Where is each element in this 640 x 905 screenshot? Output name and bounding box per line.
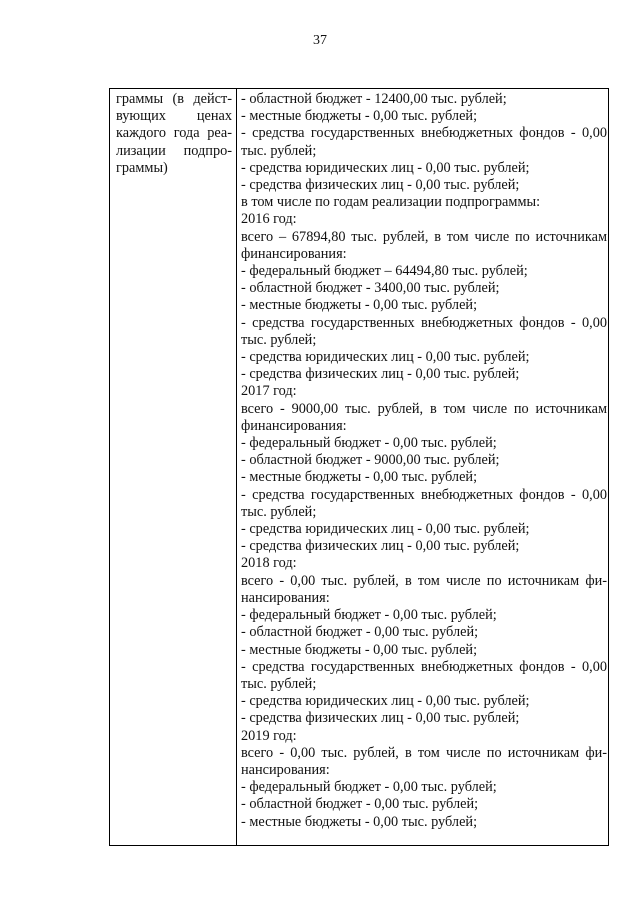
funding-line: тыс. рублей; — [241, 331, 317, 348]
funding-line: - средства государственных внебюджетных фондов - 0,00 — [241, 125, 607, 142]
funding-line: - средства юридических лиц - 0,00 тыс. рублей; — [241, 159, 530, 176]
left-cell-line — [116, 91, 232, 108]
funding-line: - областной бюджет - 0,00 тыс. рублей; — [241, 796, 479, 813]
funding-line: 2017 год: — [241, 383, 297, 400]
funding-line: всего - 0,00 тыс. рублей, в том числе по источникам фи- — [241, 572, 607, 589]
left-cell-line — [116, 143, 232, 160]
program-funding-table — [109, 88, 609, 846]
left-cell-line: граммы) — [116, 159, 168, 176]
funding-line: 2016 год: — [241, 211, 297, 228]
funding-line: - средства физических лиц - 0,00 тыс. рублей; — [241, 177, 520, 194]
left-cell-word: (в — [172, 91, 184, 107]
funding-line: - местные бюджеты - 0,00 тыс. рублей; — [241, 813, 478, 830]
funding-line: финансирования: — [241, 245, 347, 262]
funding-line: - местные бюджеты - 0,00 тыс. рублей; — [241, 469, 478, 486]
left-cell-word: года — [173, 125, 200, 142]
funding-line: всего - 9000,00 тыс. рублей, в том числе по источникам — [241, 400, 607, 417]
funding-line: в том числе по годам реализации подпрограммы: — [241, 194, 541, 211]
funding-line: - средства физических лиц - 0,00 тыс. рублей; — [241, 710, 520, 727]
funding-line: - местные бюджеты - 0,00 тыс. рублей; — [241, 297, 478, 314]
funding-line: - федеральный бюджет - 0,00 тыс. рублей; — [241, 779, 497, 796]
funding-line: - средства юридических лиц - 0,00 тыс. рублей; — [241, 349, 530, 366]
left-cell-word: подпро- — [183, 142, 232, 159]
funding-line: - средства государственных внебюджетных фондов - 0,00 — [241, 658, 607, 675]
funding-line: - федеральный бюджет – 64494,80 тыс. рублей; — [241, 263, 528, 280]
funding-line: - средства государственных внебюджетных фондов - 0,00 — [241, 486, 607, 503]
left-cell-word: граммы — [116, 91, 164, 107]
left-cell-word: ценах — [196, 108, 232, 125]
left-cell-word: лизации — [116, 142, 166, 159]
funding-line: 2018 год: — [241, 555, 297, 572]
funding-line: - областной бюджет - 12400,00 тыс. рублей; — [241, 91, 507, 107]
left-cell-word: каждого — [116, 125, 167, 142]
funding-line: - средства юридических лиц - 0,00 тыс. рублей; — [241, 521, 530, 538]
funding-line: - федеральный бюджет - 0,00 тыс. рублей; — [241, 435, 497, 452]
funding-line: - областной бюджет - 0,00 тыс. рублей; — [241, 624, 479, 641]
table-left-cell — [110, 89, 237, 845]
funding-line: - средства государственных внебюджетных фондов - 0,00 — [241, 314, 607, 331]
funding-line: - местные бюджеты - 0,00 тыс. рублей; — [241, 108, 478, 125]
left-cell-line — [116, 108, 232, 125]
funding-line: - средства физических лиц - 0,00 тыс. рублей; — [241, 366, 520, 383]
funding-line: - средства физических лиц - 0,00 тыс. рублей; — [241, 538, 520, 555]
left-cell-word: реа- — [207, 125, 232, 142]
funding-line: - областной бюджет - 9000,00 тыс. рублей; — [241, 452, 500, 469]
funding-line: тыс. рублей; — [241, 675, 317, 692]
funding-line: 2019 год: — [241, 727, 297, 744]
table-right-cell — [237, 89, 610, 845]
funding-line: всего – 67894,80 тыс. рублей, в том числе по источникам — [241, 228, 607, 245]
funding-line: - средства юридических лиц - 0,00 тыс. рублей; — [241, 693, 530, 710]
funding-line: - федеральный бюджет - 0,00 тыс. рублей; — [241, 607, 497, 624]
funding-line: нансирования: — [241, 589, 330, 606]
left-cell-word: дейст- — [193, 91, 232, 107]
funding-line: нансирования: — [241, 761, 330, 778]
funding-line: всего - 0,00 тыс. рублей, в том числе по источникам фи- — [241, 744, 607, 761]
funding-line: тыс. рублей; — [241, 142, 317, 159]
funding-line: - областной бюджет - 3400,00 тыс. рублей; — [241, 280, 500, 297]
funding-line: - местные бюджеты - 0,00 тыс. рублей; — [241, 641, 478, 658]
funding-line: финансирования: — [241, 417, 347, 434]
funding-line: тыс. рублей; — [241, 503, 317, 520]
left-cell-word: вующих — [116, 108, 166, 125]
left-cell-line — [116, 125, 232, 142]
page-number: 37 — [313, 33, 327, 48]
